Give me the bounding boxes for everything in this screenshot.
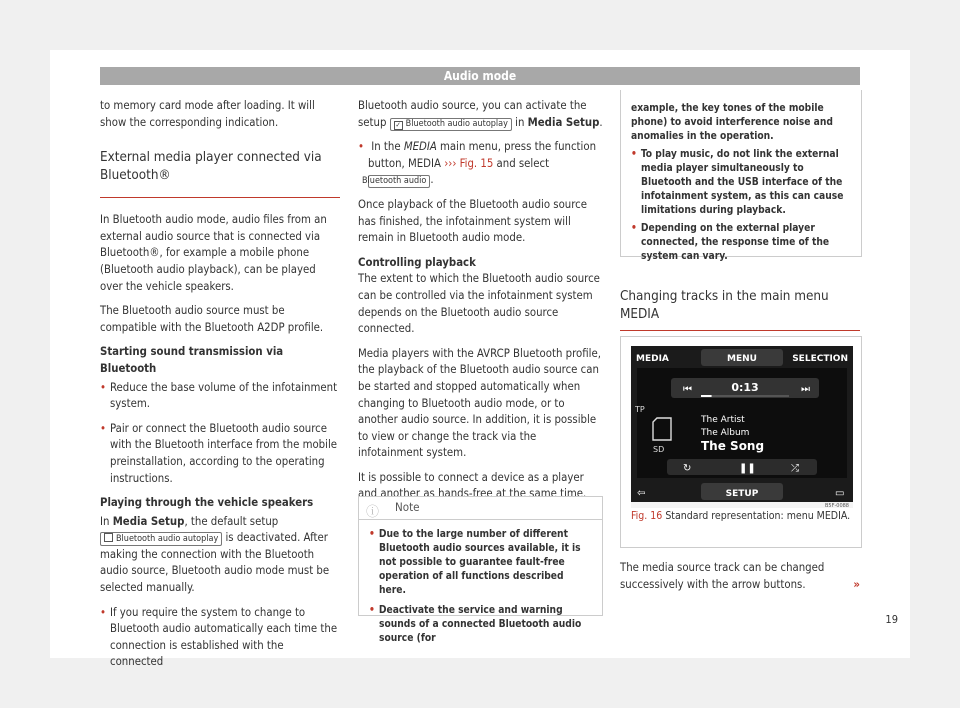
paragraph: [100, 514, 340, 597]
note-title: Note: [395, 500, 420, 514]
note-item: • Depending on the external player connected, the response time of the system can vary.: [631, 222, 851, 264]
media-screen-illustration: [631, 346, 853, 508]
figure-label: Fig. 16: [631, 510, 663, 522]
shuffle-icon[interactable]: ⤮: [791, 463, 799, 474]
text: In: [100, 514, 110, 528]
section-heading-block: [100, 149, 340, 198]
figure-code: B5F-0088: [824, 503, 849, 508]
back-icon[interactable]: ⇦: [637, 488, 646, 499]
paragraph: The media source track can be changed successively with the arrow buttons. »: [620, 560, 860, 593]
note-body: [359, 520, 602, 660]
bullet-item: • Reduce the base volume of the infotainment system.: [100, 380, 340, 413]
pause-icon[interactable]: ❚❚: [739, 463, 756, 474]
bullet-item: • Pair or connect the Bluetooth audio source with the Bluetooth interface from the mobile preinstallation, according to the operating instructions.: [100, 421, 340, 487]
column-2: [358, 98, 603, 511]
paragraph: Bluetooth audio source, you can activate the setup ✓ Bluetooth audio autoplay in Media Setup.: [358, 99, 603, 129]
note-header: [359, 497, 602, 520]
paragraph: Media players with the AVRCP Bluetooth profile, the playback of the Bluetooth audio source can be started and stopped automatically when changing to Bluetooth audio mode, or to another audio source. In addition, it is possible to view or change the track via the infotainment system.: [358, 346, 601, 460]
progress-fill: [701, 395, 712, 397]
figure-caption: [631, 509, 855, 523]
paragraph: It is possible to connect a device as a player and another as hands-free at the same time.: [358, 470, 587, 501]
figure-reference-link[interactable]: ››› Fig. 15: [444, 156, 494, 170]
setting-key: Bluetooth audio: [368, 175, 430, 188]
setting-key: Bluetooth audio autoplay: [100, 532, 222, 546]
menu-name: Media Setup: [112, 514, 185, 528]
paragraph: In Bluetooth audio mode, audio files from an external audio source that is connected via Bluetooth®, for example a mobile phone (Bluetooth audio playback), can be played over the vehicle speakers.: [100, 213, 327, 293]
figure-caption-text: Standard representation: menu MEDIA.: [665, 510, 851, 522]
elapsed-time: 0:13: [731, 381, 759, 394]
subheading: Controlling playback: [358, 255, 476, 269]
bullet-item: • In the MEDIA main menu, press the function button, MEDIA ››› Fig. 15 and select Bluetooth audio .: [358, 139, 603, 189]
album-name: The Album: [701, 428, 750, 438]
column-3: [620, 288, 860, 331]
section-heading: Changing tracks in the main menu MEDIA: [620, 289, 829, 322]
paragraph: to memory card mode after loading. It will show the corresponding indication.: [100, 99, 315, 129]
checkbox-checked-icon: ✓: [395, 120, 401, 129]
note-item: • Due to the large number of different Bluetooth audio sources available, it is not possible to guarantee fault-free operation of all functions described here.: [369, 528, 592, 598]
text: is deactivated. After making the connection with the Bluetooth audio source, Bluetooth audio mode must be selected manually.: [100, 531, 330, 595]
section-heading-block: [620, 288, 860, 331]
paragraph: The Bluetooth audio source must be compatible with the Bluetooth A2DP profile.: [100, 304, 324, 334]
media-button[interactable]: MEDIA: [636, 354, 669, 364]
checkbox-empty-icon: [104, 533, 113, 542]
paragraph: Once playback of the Bluetooth audio source has finished, the infotainment system will remain in Bluetooth audio mode.: [358, 197, 588, 245]
info-note-icon: ⓘ: [366, 505, 380, 520]
subheading: Playing through the vehicle speakers: [100, 496, 314, 510]
sd-label: SD: [653, 445, 665, 454]
note-text: example, the key tones of the mobile phone) to avoid interference noise and anomalies in the operation.: [631, 103, 833, 142]
continue-arrow-icon: »: [853, 577, 860, 591]
column-3-text: [620, 560, 860, 601]
folder-icon[interactable]: ▭: [835, 488, 845, 499]
next-track-icon[interactable]: ⏭: [801, 384, 810, 395]
note-item: • Deactivate the service and warning sounds of a connected Bluetooth audio source (for: [369, 604, 592, 646]
setup-button[interactable]: SETUP: [725, 489, 759, 499]
manual-page: [50, 50, 910, 669]
note-box: [358, 496, 603, 644]
progress-track: [701, 395, 789, 397]
note-box-continued: [620, 90, 862, 262]
repeat-icon[interactable]: ↻: [683, 463, 692, 474]
figure-code-strip: [631, 502, 853, 508]
section-heading: External media player connected via Bluetooth®: [100, 150, 322, 184]
text: , the default setup: [184, 514, 279, 528]
artist-name: The Artist: [701, 415, 745, 425]
note-item: • To play music, do not link the external media player simultaneously to Bluetooth and the USB interface of the infotainment system, as this can cause limitations during playback.: [631, 148, 851, 218]
previous-track-icon[interactable]: ⏮: [683, 384, 692, 395]
setting-key: ✓ Bluetooth audio autoplay: [390, 118, 512, 131]
selection-button[interactable]: SELECTION: [792, 354, 848, 364]
note-body: [621, 90, 861, 276]
menu-button[interactable]: MENU: [727, 354, 757, 364]
tp-indicator: TP: [635, 405, 645, 414]
bullet-item: • If you require the system to change to Bluetooth audio automatically each time the connection is established with the connected: [100, 605, 340, 671]
page-header: Audio mode: [100, 67, 860, 85]
figure-16: [620, 336, 862, 548]
column-1: [100, 98, 340, 679]
page-number: 19: [885, 613, 898, 626]
subheading: Starting sound transmission via Bluetooth: [100, 345, 284, 375]
song-title: The Song: [701, 439, 765, 453]
paragraph: The extent to which the Bluetooth audio source can be controlled via the infotainment system depends on the Bluetooth audio source connected.: [358, 272, 600, 336]
